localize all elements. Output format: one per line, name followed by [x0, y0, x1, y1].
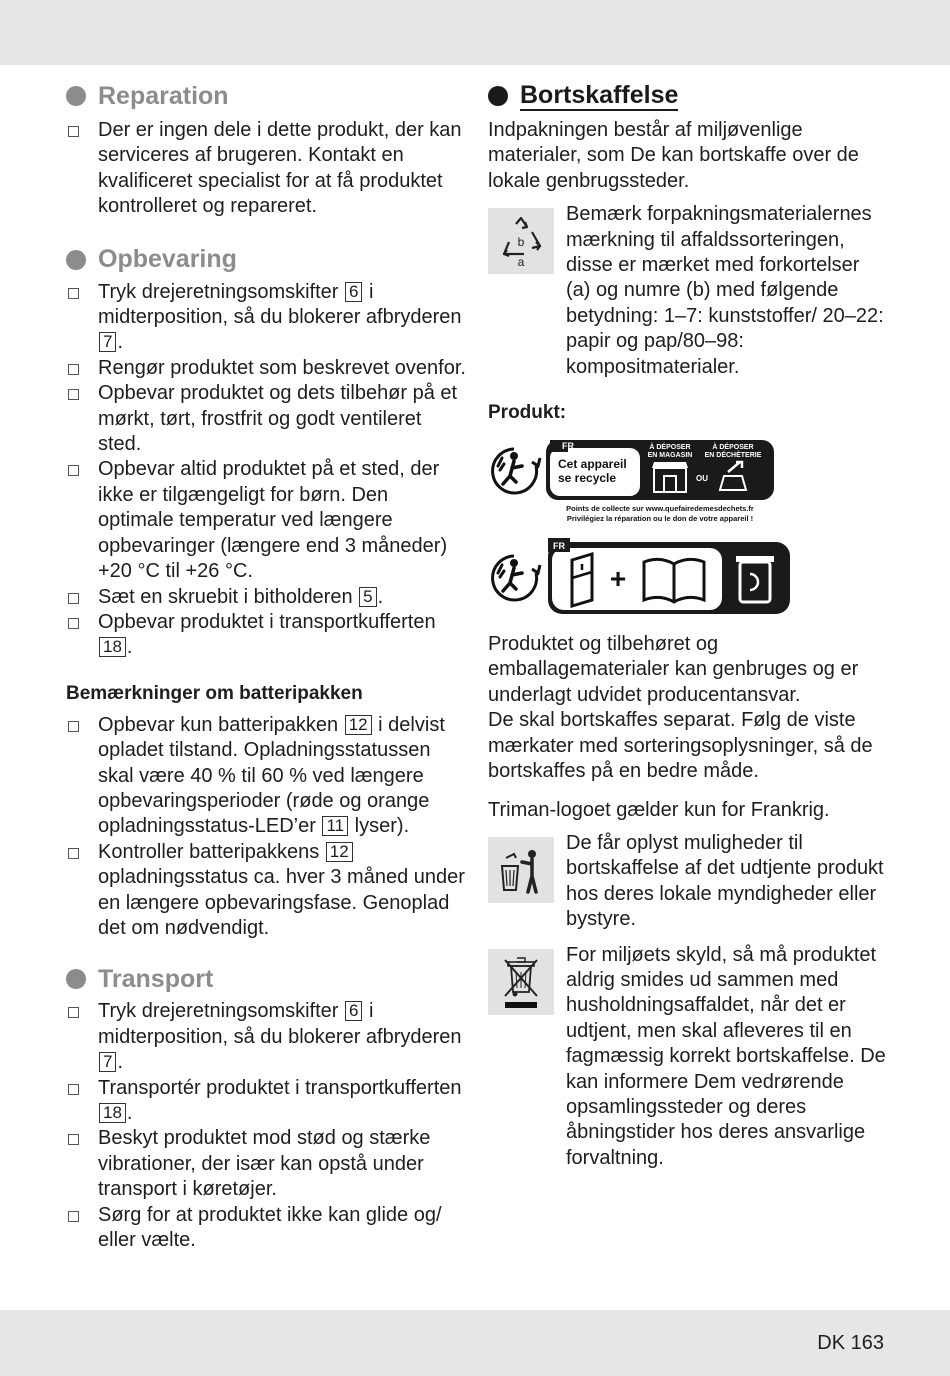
list-item: Opbevar kun batteripakken 12 i delvist opladet tilstand. Opladningsstatussen skal være 40 % til 60 % ved længere opbevaringsperioder (røde og orange opladningsstatus-LED’er 11 lyser).: [66, 713, 466, 840]
list-item: Sørg for at produktet ikke kan glide og/ eller vælte.: [66, 1203, 466, 1254]
weee-note-row: [488, 943, 888, 1172]
triman-magasin-2: EN MAGASIN: [647, 452, 693, 460]
ref-number: 18: [99, 1103, 126, 1123]
list-item: Beskyt produktet mod stød og stærke vibrationer, der især kan opstå under transport i køretøjer.: [66, 1126, 466, 1202]
checkbox-square-icon: [68, 1007, 79, 1018]
reparation-list: [66, 118, 466, 220]
paragraph-triman-france: Triman-logoet gælder kun for Frankrig.: [488, 798, 830, 821]
list-item: Kontroller batteripakkens 12 opladningsstatus ca. hver 3 måned under en længere opbevaringsfase. Genoplad det om nødvendigt.: [66, 840, 466, 942]
paragraph-producer-responsibility: Produktet og tilbehøret og emballagematerialer kan genbruges og er underlagt udvidet producentansvar.: [488, 633, 859, 706]
section-heading-opbevaring: Opbevaring: [66, 242, 466, 278]
battery-list: [66, 713, 466, 942]
checkbox-square-icon: [68, 618, 79, 629]
produkt-label: Produkt:: [488, 402, 567, 424]
left-column: [66, 78, 466, 1253]
recycle-note: Bemærk forpakningsmaterialernes mærkning til affaldssorteringen, disse er mærket med forkortelser (a) og numre (b) med følgende betydning: 1–7: kunststoffer/ 20–22: papir og pap/80–98: kompositmaterialer.: [566, 203, 884, 378]
ref-number: 6: [345, 282, 362, 302]
triman-logo-device: [488, 436, 788, 536]
checkbox-square-icon: [68, 848, 79, 859]
subheading-battery: Bemærkninger om batteripakken: [66, 682, 363, 704]
bin-note: De får oplyst muligheder til bortskaffelse af det udtjente produkt hos deres lokale myndigheder eller bystyre.: [566, 831, 884, 931]
checkbox-square-icon: [68, 1211, 79, 1222]
triman2-plus: +: [609, 563, 627, 595]
trash-person-graphic: [496, 844, 546, 896]
checkbox-square-icon: [68, 1134, 79, 1145]
bullet-dot-icon: [66, 969, 86, 989]
ref-number: 6: [345, 1001, 362, 1021]
section-heading-transport: Transport: [66, 961, 466, 997]
ref-number: 5: [359, 587, 376, 607]
ref-number: 11: [322, 816, 348, 836]
triman-person-icon: [493, 449, 540, 493]
list-item: Sæt en skruebit i bitholderen 5 .: [66, 585, 466, 610]
triman-footer-2: Privilégiez la réparation ou le don de votre appareil !: [566, 514, 754, 524]
transport-list: [66, 999, 466, 1253]
triman-ou-label: OU: [696, 474, 708, 484]
opbevaring-list: [66, 280, 466, 661]
footer-bar: [0, 1310, 950, 1376]
recycle-label-a: a: [517, 255, 525, 269]
checkbox-square-icon: [68, 1084, 79, 1095]
triman-text-1: Cet appareil: [558, 457, 627, 472]
paragraph-separate-disposal: De skal bortskaffes separat. Følg de viste mærkater med sorteringsoplysninger, så de bortskaffes på en bedre måde.: [488, 709, 873, 783]
triman-logo-packaging: [488, 538, 798, 618]
ref-number: 7: [99, 1052, 116, 1072]
checkbox-square-icon: [68, 721, 79, 732]
weee-note: For miljøets skyld, så må produktet aldrig smides ud sammen med husholdningsaffaldet, når det er udtjent, men skal afleveres til en fagmæssig korrekt bortskaffelse. De kan informere Dem vedrørende opsamlingssteder og deres åbningstider hos deres ansvarlige forvaltning.: [566, 943, 886, 1169]
triman-footer-1: Points de collecte sur www.quefairedemesdechets.fr: [566, 504, 754, 514]
section-heading-reparation: Reparation: [66, 78, 466, 114]
list-item: Opbevar produktet i transportkufferten 18 .: [66, 610, 466, 661]
ref-number: 18: [99, 637, 126, 657]
list-item: Tryk drejeretningsomskifter 6 i midterposition, så du blokerer afbryderen 7 .: [66, 280, 466, 356]
checkbox-square-icon: [68, 593, 79, 604]
list-item: Transportér produktet i transportkufferten 18 .: [66, 1076, 466, 1127]
ref-number: 12: [326, 842, 353, 862]
crossed-bin-icon: [488, 949, 554, 1015]
checkbox-square-icon: [68, 364, 79, 375]
section-heading-bortskaffelse: Bortskaffelse: [488, 78, 888, 114]
list-item: Rengør produktet som beskrevet ovenfor.: [66, 356, 466, 381]
list-item: Der er ingen dele i dette produkt, der kan serviceres af brugeren. Kontakt en kvalificeret specialist for at få produktet kontrolleret og repareret.: [66, 118, 466, 220]
header-bar: [0, 0, 950, 65]
checkbox-square-icon: [68, 288, 79, 299]
recycling-triangle-graphic: [496, 214, 546, 268]
page-number: DK 163: [817, 1332, 884, 1354]
checkbox-square-icon: [68, 465, 79, 476]
right-column: [488, 78, 888, 1171]
checkbox-square-icon: [68, 126, 79, 137]
trash-person-icon: [488, 837, 554, 903]
checkbox-square-icon: [68, 389, 79, 400]
bullet-dot-icon: [488, 86, 508, 106]
recycle-note-row: [488, 203, 888, 380]
list-item: Opbevar altid produktet på et sted, der ikke er tilgængeligt for børn. Den optimale temperatur ved længere opbevaringer (længere end 3 måneder) +20 °C til +26 °C.: [66, 457, 466, 584]
bullet-dot-icon: [66, 250, 86, 270]
triman-decheterie-2: EN DÉCHÈTERIE: [704, 452, 762, 460]
bullet-dot-icon: [66, 86, 86, 106]
ref-number: 7: [99, 332, 116, 352]
triman-magasin-1: À DÉPOSER: [649, 444, 691, 452]
triman-decheterie-1: À DÉPOSER: [712, 444, 754, 452]
crossed-bin-graphic: [501, 954, 541, 1010]
triman-text-2: se recycle: [558, 471, 617, 486]
triman2-fr-label: FR: [553, 541, 565, 552]
triman-fr-label: FR: [562, 441, 574, 452]
ref-number: 12: [345, 715, 372, 735]
triman-person-icon: [493, 556, 540, 600]
list-item: Opbevar produktet og dets tilbehør på et mørkt, tørt, frostfrit og godt ventileret sted.: [66, 381, 466, 457]
recycling-triangle-icon: [488, 208, 554, 274]
recycle-label-b: b: [517, 235, 525, 250]
list-item: Tryk drejeretningsomskifter 6 i midterposition, så du blokerer afbryderen 7 .: [66, 999, 466, 1075]
bin-note-row: [488, 831, 888, 933]
intro-paragraph: Indpakningen består af miljøvenlige materialer, som De kan bortskaffe over de lokale genbrugssteder.: [488, 119, 859, 192]
